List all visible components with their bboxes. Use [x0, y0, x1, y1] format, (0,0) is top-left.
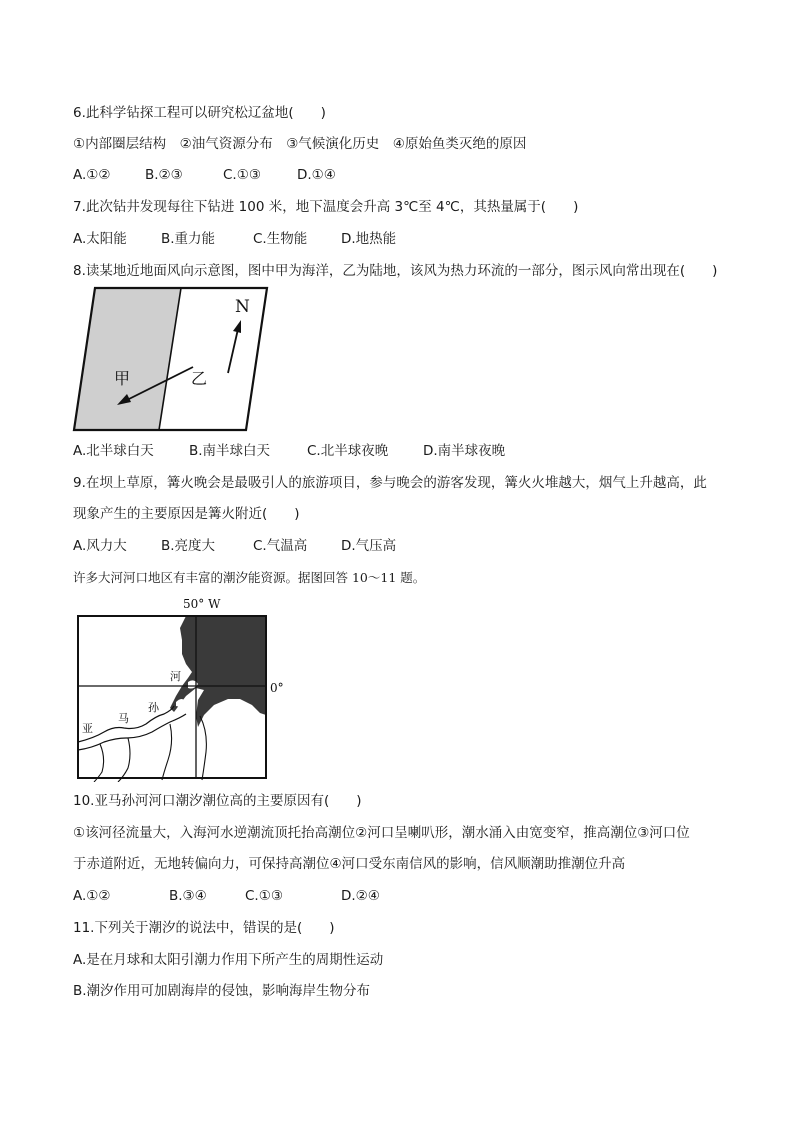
q7-option-b: B.重力能: [161, 231, 216, 247]
q8-stem: 8.读某地近地面风向示意图，图中甲为海洋，乙为陆地，该风为热力环流的一部分，图示风向常出现在( ): [73, 263, 718, 279]
q8-option-d: D.南半球夜晚: [423, 443, 506, 459]
q6-option-d: D.①④: [297, 167, 336, 183]
q7-option-a: A.太阳能: [73, 231, 127, 247]
land-label: 乙: [191, 369, 208, 388]
sea-area-shading: [74, 288, 181, 430]
tributary: [94, 744, 104, 782]
latitude-label: 0°: [270, 681, 284, 695]
river-char-ya: 亚: [82, 722, 93, 735]
q11-stem: 11.下列关于潮汐的说法中，错误的是( ): [73, 920, 335, 936]
q10-items-line1: ①该河径流量大，入海河水逆潮流顶托抬高潮位②河口呈喇叭形，潮水涌入由宽变窄，推高潮位③河口位: [73, 825, 690, 841]
q8-option-b: B.南半球白天: [189, 443, 271, 459]
q10-option-d: D.②④: [341, 888, 380, 904]
q6-items: ①内部圈层结构 ②油气资源分布 ③气候演化历史 ④原始鱼类灭绝的原因: [73, 136, 527, 152]
amazon-river-bank: [78, 714, 186, 750]
q9-stem-line2: 现象产生的主要原因是篝火附近( ): [73, 506, 300, 522]
q8-options: [73, 442, 505, 460]
q8-option-a: A.北半球白天: [73, 443, 154, 459]
longitude-label: 50° W: [183, 597, 221, 611]
river-char-sun: 孙: [148, 701, 159, 714]
river-char-ma: 马: [118, 712, 129, 725]
ocean-area: [170, 616, 266, 727]
q9-option-c: C.气温高: [253, 538, 308, 554]
q10-11-intro: 许多大河河口地区有丰富的潮汐能资源。据图回答 10～11 题。: [73, 570, 426, 585]
q10-stem: 10.亚马孙河河口潮汐潮位高的主要原因有( ): [73, 793, 362, 809]
q9-stem-line1: 9.在坝上草原，篝火晚会是最吸引人的旅游项目，参与晚会的游客发现，篝火火堆越大，烟气上升越高，此: [73, 475, 707, 491]
q10-options: [73, 887, 380, 905]
north-label: N: [235, 297, 250, 317]
q9-option-d: D.气压高: [341, 538, 397, 554]
q10-option-c: C.①③: [245, 888, 283, 904]
q9-option-a: A.风力大: [73, 538, 127, 554]
amazon-estuary-map: [70, 592, 290, 782]
north-arrow-head: [233, 320, 241, 333]
tributary: [162, 724, 172, 780]
q6-options: [73, 166, 336, 184]
q9-options: [73, 537, 396, 555]
q8-wind-diagram: [70, 285, 270, 433]
tributary: [200, 716, 206, 780]
q6-stem: 6.此科学钻探工程可以研究松辽盆地( ): [73, 105, 326, 121]
q7-option-d: D.地热能: [341, 231, 397, 247]
q6-option-b: B.②③: [145, 167, 183, 183]
q7-stem: 7.此次钻井发现每往下钻进 100 米，地下温度会升高 3℃至 4℃，其热量属于( ): [73, 199, 579, 215]
q11-option-b: B.潮汐作用可加剧海岸的侵蚀，影响海岸生物分布: [73, 983, 371, 999]
q7-options: [73, 230, 396, 248]
tributary: [118, 738, 130, 782]
q9-option-b: B.亮度大: [161, 538, 216, 554]
q10-items-line2: 于赤道附近，无地转偏向力，可保持高潮位④河口受东南信风的影响，信风顺潮助推潮位升高: [73, 856, 626, 872]
q10-option-b: B.③④: [169, 888, 207, 904]
q8-option-c: C.北半球夜晚: [307, 443, 389, 459]
sea-label: 甲: [114, 369, 131, 388]
q11-option-a: A.是在月球和太阳引潮力作用下所产生的周期性运动: [73, 952, 384, 968]
q6-option-c: C.①③: [223, 167, 261, 183]
q7-option-c: C.生物能: [253, 231, 308, 247]
q6-option-a: A.①②: [73, 167, 111, 183]
q10-option-a: A.①②: [73, 888, 111, 904]
river-char-he: 河: [170, 670, 181, 683]
north-arrow-shaft: [228, 329, 238, 373]
